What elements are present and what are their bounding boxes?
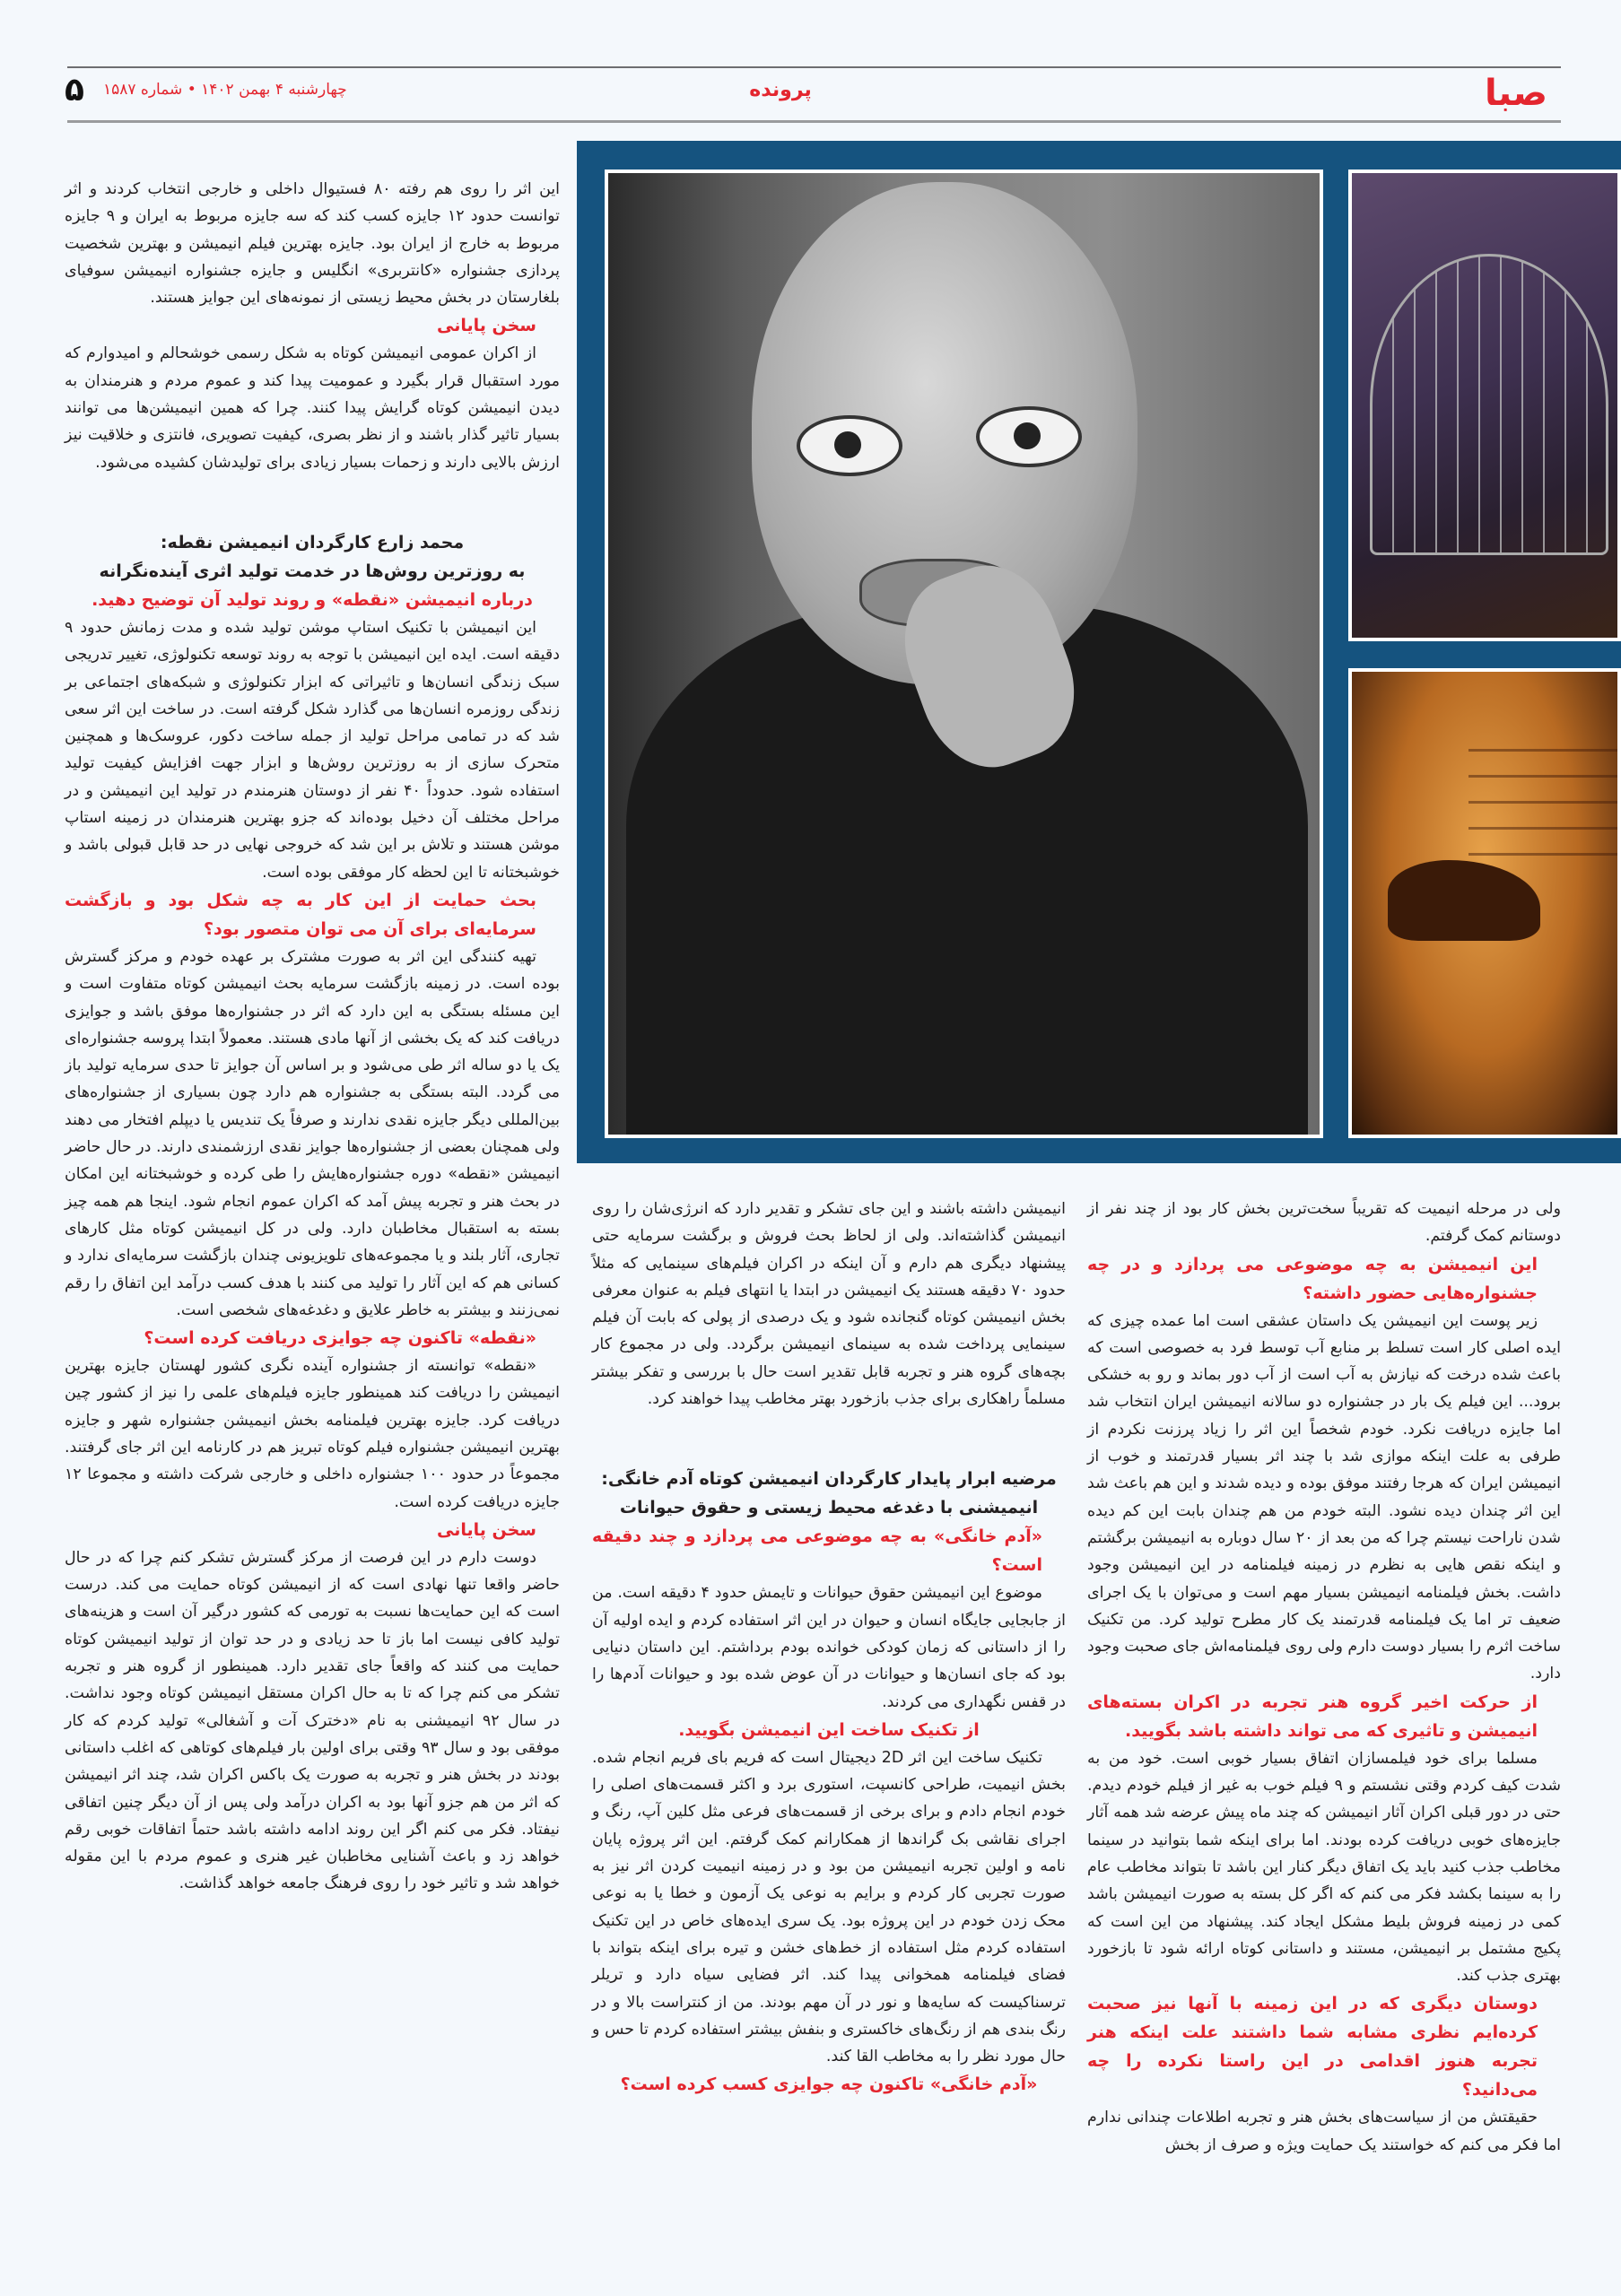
spacer	[592, 1413, 1066, 1443]
spacer	[65, 476, 560, 507]
dateline: چهارشنبه ۴ بهمن ۱۴۰۲ • شماره ۱۵۸۷	[103, 81, 347, 99]
paragraph: این اثر را روی هم رفته ۸۰ فستیوال داخلی و خارجی انتخاب کردند و اثر توانست حدود ۱۲ جایزه کسب کند که سه جایزه مربوط به ایران و ۹ جایزه مربوط به خارج از ایران بود. جایزه بهترین فیلم انیمیشن و بهترین شخصیت پردازی جشنواره «کانتربری» انگلیس و جایزه جشنواره انیمیشن سوفیای بلغارستان در بخش محیط زیستی از نمونه‌های این جوایز هستند.	[65, 180, 561, 308]
paragraph: حقیقتش من از سیاست‌های بخش هنر و تجربه اطلاعات چندانی ندارم اما فکر می کنم که خواستند یک حمایت ویژه و صرف از بخش	[1087, 2109, 1561, 2154]
puppet-eye	[797, 415, 902, 476]
question-heading: از حرکت اخیر گروه هنر تجربه در اکران بسته‌های انیمیشن و تاثیری که می تواند داشته باشد بگویید.	[1087, 1692, 1538, 1741]
paragraph: انیمیشن داشته باشند و این جای تشکر و تقدیر دارد که انرژی‌شان را روی انیمیشن گذاشته‌اند. ولی از لحاظ بحث فروش و برگشت سرمایه حتی پیشنهاد دیگری هم دارم و آن اینکه در اکران فیلم‌های سینمایی که مثلاً حدود ۷۰ دقیقه هستند یک انیمیشن در ابتدا یا انتهای فیلم به عنوان معرفی بخش انیمیشن کوتاه گنجانده شود و یک درصدی از پولی که بابت آن فیلم سینمایی پرداخت شده به سینمای انیمیشن برگردد. ولی در مجموع کار بچه‌های گروه هنر و تجربه قابل تقدیر است حال با بررسی و تفکر بیشتر مسلماً راهکاری برای جذب بازخورد بهتر مخاطب پیدا خواهند کرد.	[592, 1200, 1066, 1409]
question-heading: بحث حمایت از این کار به چه شکل بود و بازگشت سرمایه‌ای برای آن می توان متصور بود؟	[65, 890, 536, 939]
paragraph: موضوع این انیمیشن حقوق حیوانات و تایمش حدود ۴ دقیقه است. من از جابجایی جایگاه انسان و حیوان در این اثر استفاده کردم و ایده اولیه آن را از داستانی که زمان کودکی خوانده بودم برداشتم. این داستان دنیایی بود که جای انسان‌ها و حیوانات در آن عوض شده بود و حیوانات آدم‌ها را در قفس نگهداری می کردند.	[592, 1584, 1066, 1711]
article-column-left	[65, 176, 560, 1898]
photo-birdcage	[1348, 170, 1621, 641]
question-heading: درباره انیمیشن «نقطه» و روند تولید آن توضیح دهید.	[92, 589, 533, 610]
paragraph: تکنیک ساخت این اثر 2D دیجیتال است که فریم بای فریم انجام شده. بخش انیمیت، طراحی کانسپت، استوری برد و اکثر قسمت‌های اصلی را خودم انجام دادم و برای برخی از قسمت‌های فرعی مثل کلین آپ، رنگ و اجرای نقاشی بک گراندها از همکارانم کمک گرفتم. این اثر پروژه پایان نامه و اولین تجربه انیمیشن من بود و در زمینه انیمیت کردن اثر نیز به صورت تجربی کار کردم و برایم به نوعی یک آزمون و خطا یا به نوعی محک زدن خودم در این پروژه بود. یک سری ایده‌های خاص در این تکنیک استفاده کردم مثل استفاده از خط‌های خشن و تیره برای اینکه بتواند با فضای فیلمنامه همخوانی پیدا کند. اثر فضایی سیاه دارد و تریلر ترسناکیست که سایه‌ها و نور در آن مهم بودند. من از کنتراست بالا و در رنگ بندی هم از رنگ‌های خاکستری و بنفش بیشتر استفاده کردم تا حس و حال مورد نظر را به مخاطب القا کند.	[592, 1748, 1066, 2066]
paragraph: دوست دارم در این فرصت از مرکز گسترش تشکر کنم چرا که در حال حاضر واقعا تنها نهادی است که از انیمیشن کوتاه حمایت می کند. درست است که این حمایت‌ها نسبت به تورمی که کشور درگیر آن است و هزینه‌های تولید کافی نیست اما باز تا حد زیادی و در حد توان از تولید انیمیشن کوتاه حمایت می کنند که واقعاً جای تقدیر دارد. همینطور از گروه هنر و تجربه تشکر می کنم چرا که تا به حال اکران مستقل انیمیشن کوتاه وجود نداشت. در سال ۹۲ انیمیشنی به نام «دخترک آت و آشغالی» تولید کردم که کار موفقی بود و سال ۹۳ وقتی برای اولین بار فیلم‌های کوتاهی که اغلب داستانی بودند در بخش هنر و تجربه به صورت یک باکس اکران شد، چند اثر انیمیشن که اثر من هم جزو آنها بود به اکران درآمد ولی پس از آن دیگر چنین اتفاقی نیفتاد. فکر می کنم اگر این روند ادامه داشته باشد حتماً اتفاقات خوبی رقم خواهد زد و باعث آشنایی مخاطبان غیر هنری و عموم مردم با این مقوله خواهد شد و تاثیر خود را روی فرهنگ جامعه خواهد گذاشت.	[65, 1548, 560, 1893]
header-bottom-rule	[67, 120, 1561, 123]
photo-nokteh-puppet	[605, 170, 1323, 1138]
paragraph: زیر پوست این انیمیشن یک داستان عشقی است اما عمده چیزی که ایده اصلی کار است تسلط بر منابع آب توسط فرد به خصوصی است که باعث شده درخت که نیازش به آب است از آب دور بماند و رو به خشکی برود... این فیلم یک بار در جشنواره دو سالانه انیمیشن ایران انتخاب شد اما جایزه دریافت نکرد. خودم شخصاً این اثر را زیاد پرزنت نکردم از طرفی به علت اینکه موازی شد با چند اثر بسیار قدرتمند و خوب از انیمیشن ایران که هرجا رفتند موفق بوده و دیده شدند و این هم باعث شد این اثر چندان دیده نشود. البته خودم من هم چندان بابت این کم دیده شدن ناراحت نیستم چرا که من بعد از ۲۰ سال دوباره به انیمیشن برگشتم و اینکه نقص هایی به نظرم در زمینه فیلمنامه در این انیمیشن وجود داشت. بخش فیلمنامه انیمیشن بسیار مهم است و می‌توان با یک اجرای ضعیف تر اما یک فیلمنامه قدرتمند یک کار مطرح تولید کرد. من تکنیک ساخت اثرم را بسیار دوست دارم ولی روی فیلمنامه‌اش جای صحبت وجود دارد.	[1087, 1311, 1561, 1683]
interview-headline: مرضیه ابرار پایدار کارگردان انیمیشن کوتاه آدم خانگی:	[601, 1469, 1057, 1490]
page-number: ۵	[65, 72, 84, 109]
puppet-eye	[976, 406, 1082, 467]
interview-subheadline: انیمیشنی با دغدغه محیط زیستی و حقوق حیوانات	[619, 1498, 1039, 1518]
ibex-silhouette	[1388, 860, 1540, 941]
paragraph: تهیه کنندگی این اثر به صورت مشترک بر عهده خودم و مرکز گسترش بوده است. در زمینه بازگشت سرمایه بحث انیمیشن کوتاه متفاوت است و این مسئله بستگی به این دارد که اثر در جشنواره‌ها موفق باشد و جوایزی دریافت کند که یک بخشی از آنها مادی هستند. معمولاً ابتدا پروسه جشنواره‌ای یک یا دو ساله اثر طی می‌شود و بر اساس آن جوایز تا حدی سرمایه تولید باز می گردد. البته بستگی به جشنواره هم دارد چون بسیاری از جشنواره‌های بین‌المللی دیگر جایزه نقدی ندارند و صرفاً یک تندیس یا دیپلم افتخار می دهند ولی همچنان بعضی از جشنواره‌ها جوایز نقدی ارزشمندی دارند. در حال حاضر انیمیشن «نقطه» دوره جشنواره‌هایش را طی کرده و خوشبختانه این امکان در بحث هنر و تجربه پیش آمد که اکران عموم انجام شود. اینجا هم همه چیز بسته به استقبال مخاطبان دارد. ولی در کل انیمیشن کوتاه مثل کارهای تجاری، آثار بلند و یا مجموعه‌های تلویزیونی چندان بازگشت سرمایه‌ای ندارد و کسانی هم که این آثار را تولید می کنند با هدف کسب درآمد این اتفاق را رقم نمی‌زنند و بیشتر به خاطر علایق و دغدغه‌های شخصی است.	[65, 947, 560, 1319]
paragraph: این انیمیشن با تکنیک استاپ موشن تولید شده و مدت زمانش حدود ۹ دقیقه است. ایده این انیمیشن با توجه به روند توسعه تکنولوژی، تغییر تدریجی سبک زندگی انسان‌ها و تاثیراتی که ابزار تکنولوژی و شبکه‌های اجتماعی بر زندگی روزمره انسان‌ها می گذارد شکل گرفته است. در ساخت این اثر سعی شد که در تمامی مراحل تولید از جمله ساخت دکور، عروسک‌ها و همچنین متحرک سازی از به روزترین روش‌ها و ابزار جهت افزایش کیفیت تولید استفاده شود. حدوداً ۴۰ نفر از دوستان هنرمندم در تولید این انیمیشن و در مراحل مختلف آن دخیل بوده‌اند که جزو بهترین هنرمندان در زمینه استاپ موشن هستند و تلاش بر این شد که خروجی نهایی در حد قابل قبولی باشد و خوشبختانه تا این لحظه کار موفقی بوده است.	[65, 618, 561, 882]
paragraph: ولی در مرحله انیمیت که تقریباً سخت‌ترین بخش کار بود از چند نفر از دوستانم کمک گرفتم.	[1087, 1200, 1561, 1246]
newspaper-logo[interactable]	[1471, 74, 1561, 117]
article-column-middle	[592, 1196, 1066, 2099]
interview-headline: محمد زارع کارگردان انیمیشن نقطه:	[160, 532, 465, 552]
question-heading: سخن پایانی	[437, 1519, 536, 1540]
paragraph: از اکران عمومی انیمیشن کوتاه به شکل رسمی خوشحالم و امیدوارم که مورد استقبال قرار بگیرد و عمومیت پیدا کند و عموم مردم و هنرمندان به دیدن انیمیشن کوتاه گرایش پیدا کنند. چرا که همین انیمیشن‌ها می توانند بسیار تاثیر گذار باشند و از نظر بصری، کیفیت تصویری، فانتزی و خلاقیت نیز ارزش بالایی دارند و زحمات بسیار زیادی برای تولیدشان کشیده می‌شود.	[65, 344, 560, 472]
paragraph: «نقطه» توانسته از جشنواره آینده نگری کشور لهستان جایزه بهترین انیمیشن را دریافت کند همینطور جایزه فیلم‌های علمی را نیز از کشور چین دریافت کرد. جایزه بهترین فیلمنامه بخش انیمیشن جشنواره شهر و جایزه بهترین انیمیشن جشنواره فیلم کوتاه تبریز هم در کارنامه این اثر جای گرفتند. مجموعاً در حدود ۱۰۰ جشنواره داخلی و خارجی شرکت داشته و مجموعا ۱۲ جایزه دریافت کرده است.	[65, 1357, 560, 1511]
question-heading: سخن پایانی	[437, 316, 536, 336]
photo-desert-ibex	[1348, 668, 1621, 1138]
question-heading: دوستان دیگری که در این زمینه با آنها نیز صحبت کرده‌ایم نظری مشابه شما داشتند علت اینکه هنر تجربه هنوز اقدامی در این راستا نکرده را چه می‌دانید؟	[1087, 1994, 1538, 2100]
question-heading: این انیمیشن به چه موضوعی می پردازد و در چه جشنواره‌هایی حضور داشته؟	[1087, 1254, 1538, 1303]
interview-subheadline: به روزترین روش‌ها در خدمت تولید اثری آینده‌نگرانه	[99, 561, 526, 581]
header-top-rule	[67, 66, 1561, 68]
logo-text: صبا	[1485, 73, 1547, 114]
section-title: پرونده	[749, 79, 812, 101]
article-column-right	[1087, 1196, 1561, 2159]
question-heading: «آدم خانگی» به چه موضوعی می پردازد و چند دقیقه است؟	[592, 1526, 1042, 1576]
question-heading: «نقطه» تاکنون چه جوایزی دریافت کرده است؟	[144, 1328, 536, 1349]
paragraph: مسلما برای خود فیلمسازان اتفاق بسیار خوبی است. خود من به شدت کیف کردم وقتی نشستم و ۹ فیلم خوب به غیر از فیلم خودم دیدم. حتی در دور قبلی اکران آثار انیمیشن که چند ماه پیش عرضه شد همه آثار جایزه‌های خوبی دریافت کرده بودند. اما برای اینکه شما بتوانید در سینما مخاطب جذب کنید باید یک اتفاق دیگر کنار این باشد تا بتواند مخاطب عام را به سینما بکشد فکر می کنم که اگر کل بسته به صورت انیمیشن باشد کمی در زمینه فروش بلیط مشکل ایجاد کند. پیشنهاد من این است که پکیج مشتمل بر انیمیشن، مستند و داستانی کوتاه ارائه شود تا بازخورد بهتری جذب کند.	[1087, 1749, 1561, 1986]
birdcage-shape	[1370, 254, 1608, 555]
manuscript-lines	[1468, 726, 1621, 860]
question-heading: «آدم خانگی» تاکنون چه جوایزی کسب کرده است؟	[620, 2074, 1038, 2095]
question-heading: از تکنیک ساخت این انیمیشن بگویید.	[678, 1719, 980, 1740]
